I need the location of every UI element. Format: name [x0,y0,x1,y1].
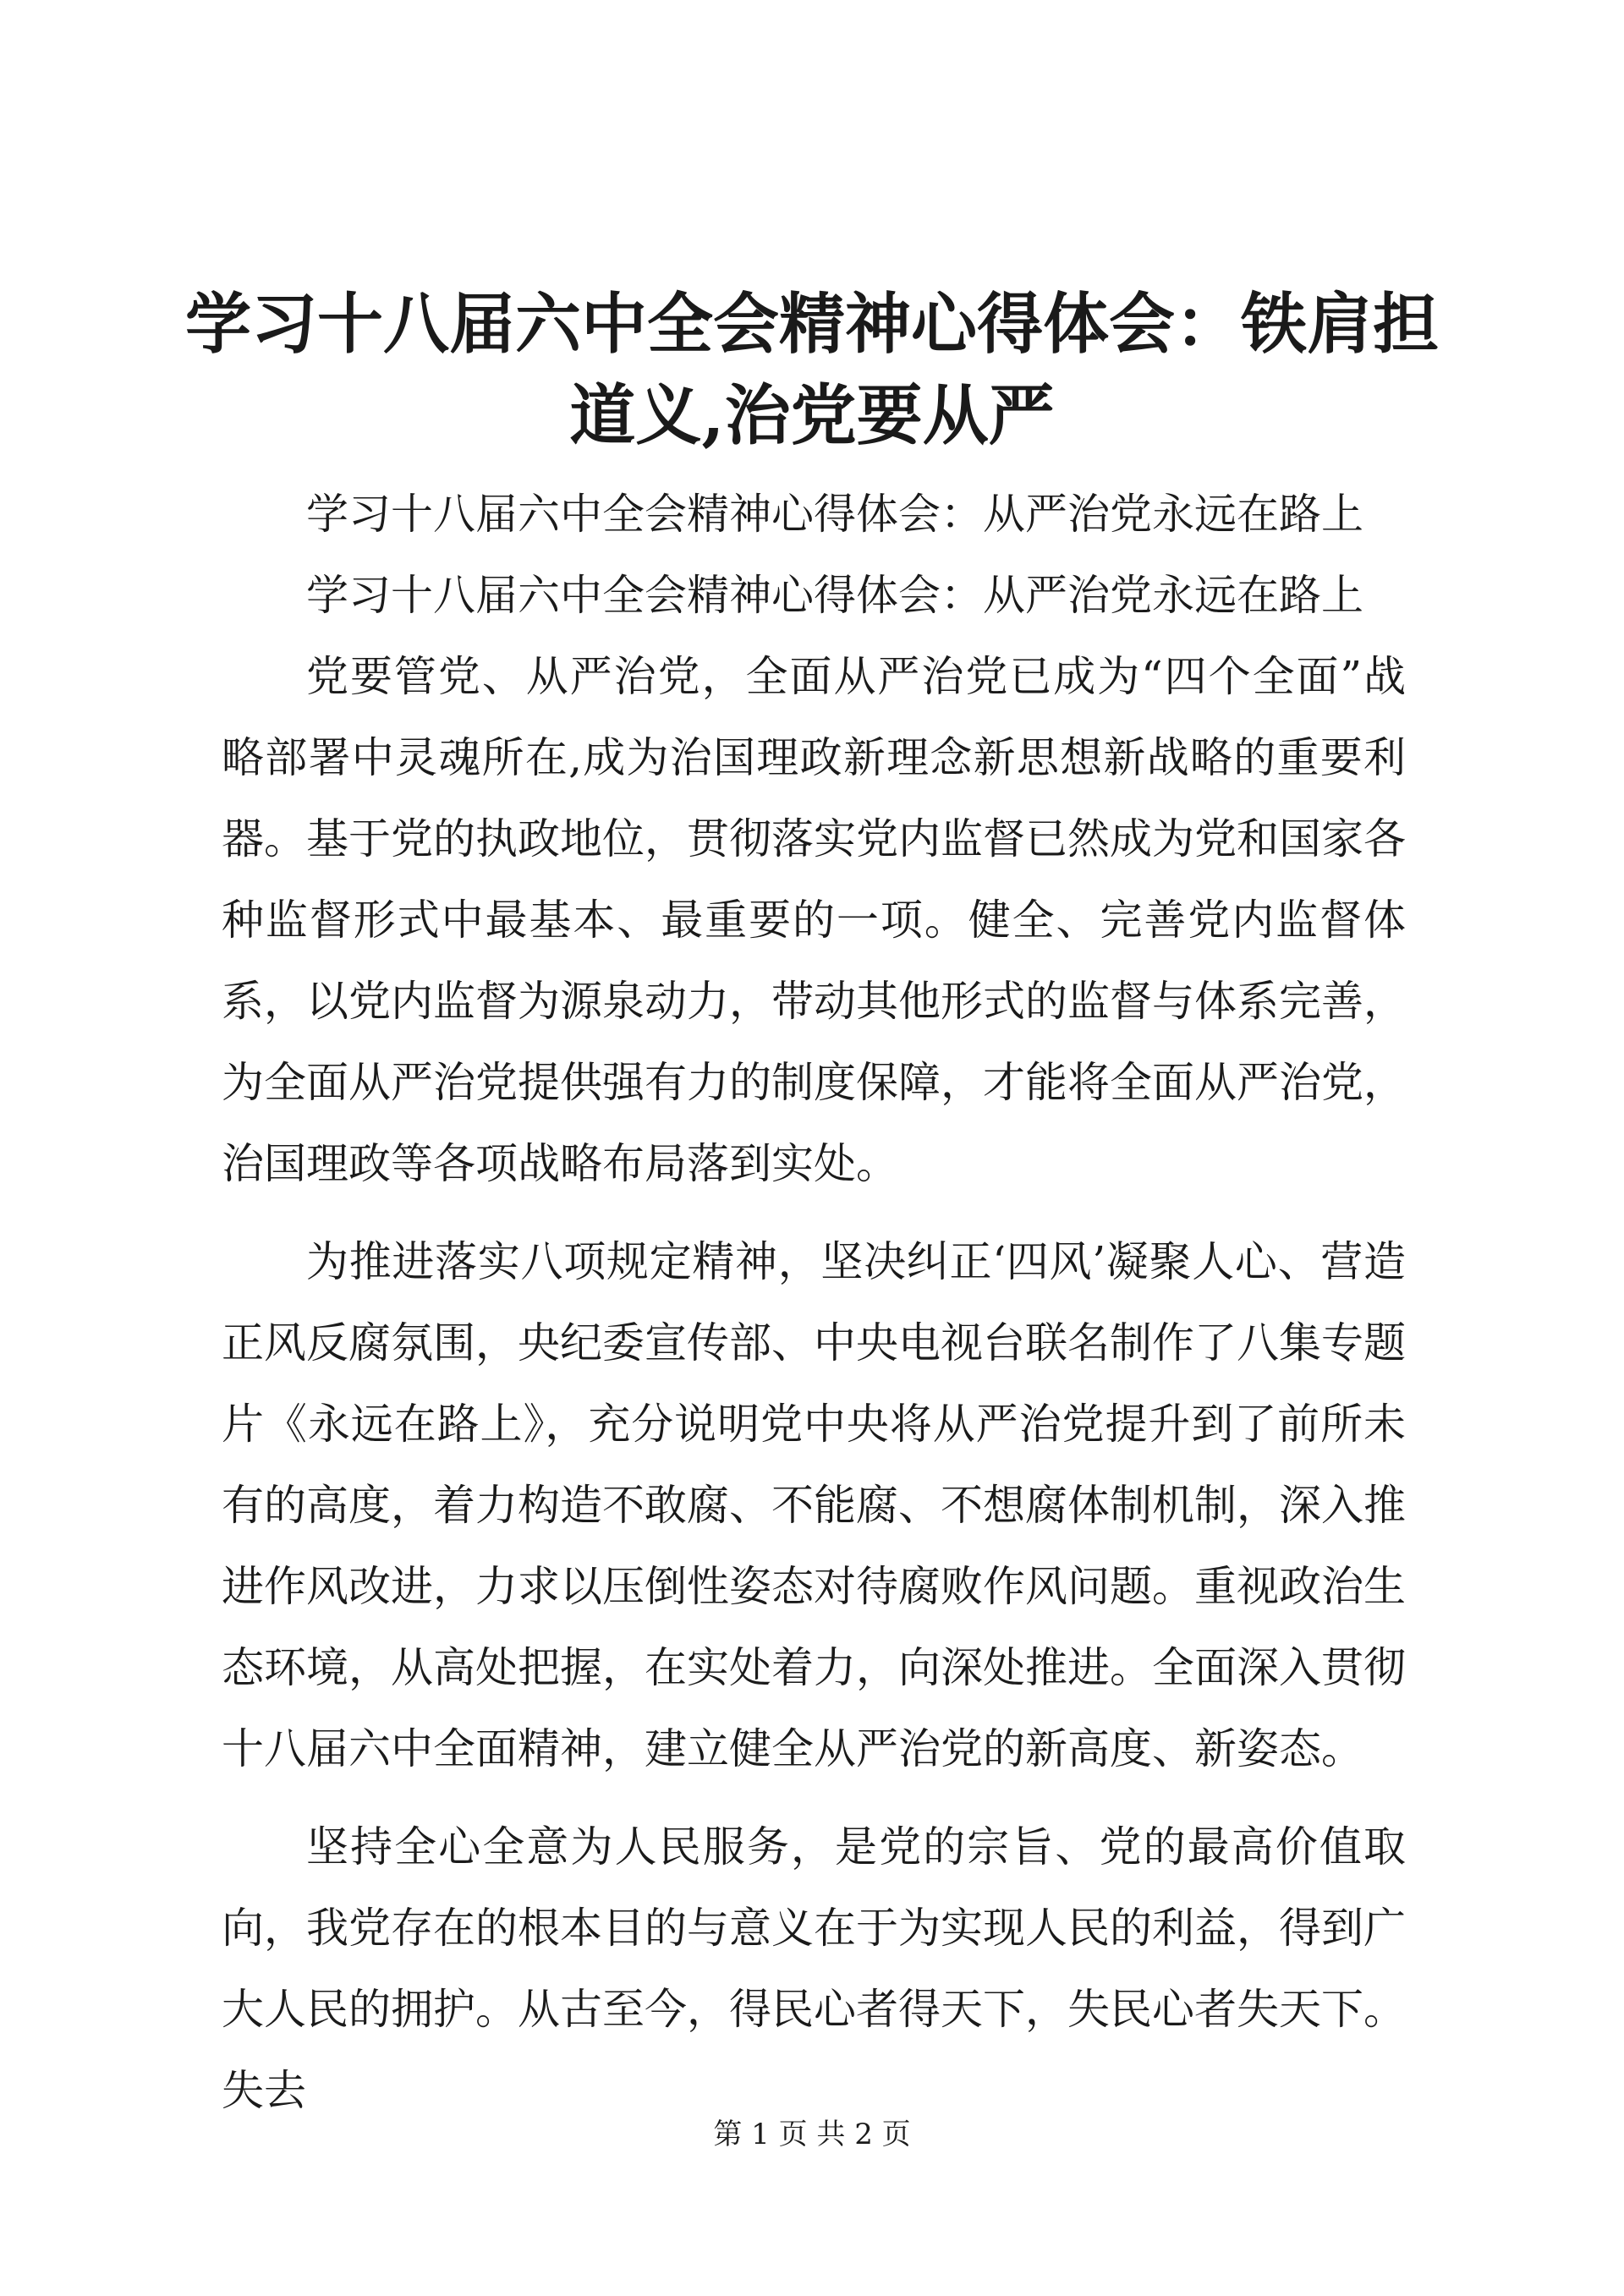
paragraph-3: 坚持全心全意为人民服务，是党的宗旨、党的最高价值取向，我党存在的根本目的与意义在于为实现人民的利益，得到广大人民的拥护。从古至今，得民心者得天下，失民心者失天下。失去 [222,1822,1406,2115]
document-body [222,474,1406,2131]
subtitle-line-2: 学习十八届六中全会精神心得体会：从严治党永远在路上 [306,571,1363,620]
document-title: 学习十八届六中全会精神心得体会：铁肩担道义,治党要从严 [184,286,1439,454]
subtitle-line-1: 学习十八届六中全会精神心得体会：从严治党永远在路上 [306,490,1363,539]
paragraph-2: 为推进落实八项规定精神，坚决纠正‘四风’凝聚人心、营造正风反腐氛围，央纪委宣传部、中央电视台联名制作了八集专题片《永远在路上》，充分说明党中央将从严治党提升到了前所未有的高度，着力构造不敢腐、不能腐、不想腐体制机制，深入推进作风改进，力求以压倒性姿态对待腐败作风问题。重视政治生态环境，从高处把握，在实处着力，向深处推进。全面深入贯彻十八届六中全面精神，建立健全从严治党的新高度、新姿态。 [222,1237,1406,1773]
paragraph-1: 党要管党、从严治党，全面从严治党已成为“四个全面”战略部署中灵魂所在,成为治国理政新理念新思想新战略的重要利器。基于党的执政地位，贯彻落实党内监督已然成为党和国家各种监督形式中最基本、最重要的一项。健全、完善党内监督体系，以党内监督为源泉动力，带动其他形式的监督与体系完善，为全面从严治党提供强有力的制度保障，才能将全面从严治党，治国理政等各项战略布局落到实处。 [222,652,1406,1188]
page-number-footer: 第 1 页 共 2 页 [713,2118,911,2151]
